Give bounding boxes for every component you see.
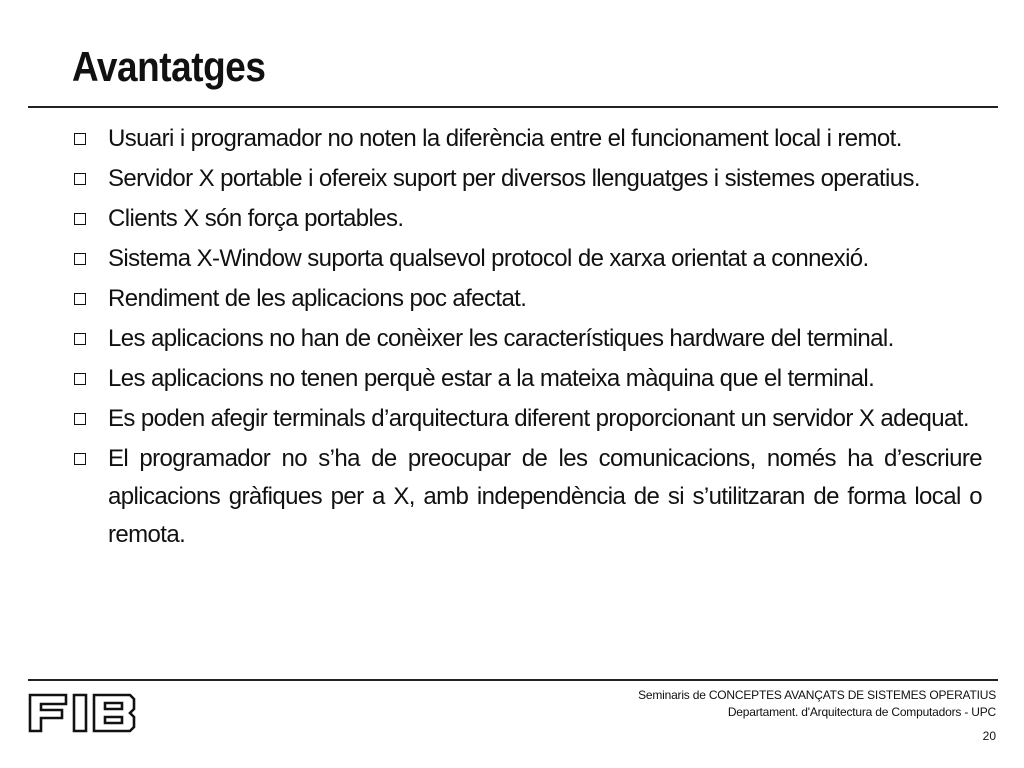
square-bullet-icon (74, 373, 86, 385)
footer-info (638, 687, 996, 721)
bullet-text: Les aplicacions no tenen perquè estar a la mateixa màquina que el terminal. (108, 365, 875, 392)
square-bullet-icon (74, 213, 86, 225)
list-item (64, 160, 982, 198)
bullet-text: Sistema X-Window suporta qualsevol protocol de xarxa orientat a connexió. (108, 245, 869, 272)
title-divider (28, 106, 998, 108)
square-bullet-icon (74, 173, 86, 185)
list-item (64, 320, 982, 358)
list-item (64, 400, 982, 438)
bullet-text: Es poden afegir terminals d’arquitectura diferent proporcionant un servidor X adequat. (108, 405, 969, 432)
footer-divider (28, 679, 998, 681)
square-bullet-icon (74, 133, 86, 145)
bullet-text: Servidor X portable i ofereix suport per diversos llenguatges i sistemes operatius. (108, 165, 920, 192)
page-title: Avantatges (72, 43, 266, 90)
bullet-text: El programador no s’ha de preocupar de les comunicacions, només ha d’escriure aplicacions gràfiques per a X, amb independència de si s’utilitzaran de forma local o remota. (108, 445, 982, 548)
square-bullet-icon (74, 413, 86, 425)
list-item (64, 440, 982, 554)
square-bullet-icon (74, 253, 86, 265)
list-item (64, 280, 982, 318)
bullet-list (64, 120, 982, 556)
bullet-text: Les aplicacions no han de conèixer les característiques hardware del terminal. (108, 325, 894, 352)
fib-logo-icon (26, 691, 138, 735)
bullet-text: Usuari i programador no noten la diferència entre el funcionament local i remot. (108, 125, 902, 152)
list-item (64, 120, 982, 158)
list-item (64, 200, 982, 238)
footer-department: Departament. d'Arquitectura de Computadors - UPC (727, 705, 996, 719)
bullet-text: Rendiment de les aplicacions poc afectat. (108, 285, 527, 312)
footer-course: Seminaris de CONCEPTES AVANÇATS DE SISTEMES OPERATIUS (638, 688, 996, 702)
square-bullet-icon (74, 333, 86, 345)
bullet-text: Clients X són força portables. (108, 205, 404, 232)
square-bullet-icon (74, 293, 86, 305)
page-number: 20 (982, 729, 996, 743)
square-bullet-icon (74, 453, 86, 465)
list-item (64, 360, 982, 398)
list-item (64, 240, 982, 278)
